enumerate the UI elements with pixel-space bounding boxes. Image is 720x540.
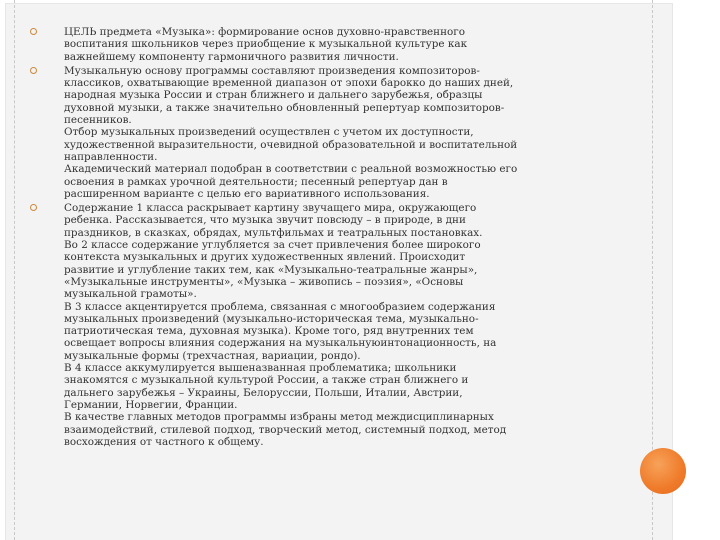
bullet-text-line: восхождения от частного к общему.	[64, 435, 264, 448]
bullet-text-line: музыкальной грамоты».	[64, 288, 197, 301]
bullet-circle-icon	[30, 204, 37, 211]
bullet-text-line: музыкальные формы (трехчастная, вариации, рондо).	[64, 349, 361, 362]
bullet-text-line: Содержание 1 класса раскрывает картину звучащего мира, окружающего	[64, 202, 477, 215]
bullet-text-line: Музыкальную основу программы составляют произведения композиторов-	[64, 64, 480, 77]
bullet-text-line: ребенка. Рассказывается, что музыка звучит повсюду – в природе, в дни	[64, 214, 466, 227]
bullet-item	[30, 65, 590, 200]
bullet-text-line: В 4 классе аккумулируется вышеназванная проблематика; школьники	[64, 362, 457, 375]
decorative-orange-circle	[640, 448, 686, 494]
bullet-text-line: патриотическая тема, духовная музыка). Кроме того, ряд внутренних тем	[64, 325, 474, 338]
bullet-text-line: дальнего зарубежья – Украины, Белоруссии, Польши, Италии, Австрии,	[64, 386, 463, 399]
bullet-text-line: Во 2 классе содержание углубляется за счет привлечения более широкого	[64, 239, 481, 252]
bullet-text-line: народная музыка России и стран ближнего и дальнего зарубежья, образцы	[64, 89, 483, 102]
bullet-text-line: развитие и углубление таких тем, как «Музыкально-театральные жанры»,	[64, 263, 478, 276]
bullet-text-line: Отбор музыкальных произведений осуществлен с учетом их доступности,	[64, 126, 474, 139]
bullet-list	[30, 26, 590, 450]
bullet-text-line: важнейшему компоненту гармоничного развития личности.	[64, 50, 399, 63]
bullet-text-line: музыкальных произведений (музыкально-историческая тема, музыкально-	[64, 312, 479, 325]
bullet-text-line: классиков, охватывающие временной диапазон от эпохи барокко до наших дней,	[64, 77, 514, 90]
bullet-text-line: песенников.	[64, 114, 132, 127]
bullet-text-line: освоения в рамках урочной деятельности; песенный репертуар дан в	[64, 175, 448, 188]
left-dashed-border	[14, 0, 15, 540]
bullet-text-line: ЦЕЛЬ предмета «Музыка»: формирование основ духовно-нравственного	[64, 26, 465, 38]
bullet-item	[30, 26, 590, 63]
bullet-text-line: Академический материал подобран в соответствии с реальной возможностью его	[64, 163, 518, 176]
bullet-circle-icon	[30, 28, 37, 35]
bullet-text-line: воспитания школьников через приобщение к музыкальной культуре как	[64, 38, 468, 51]
bullet-text-line: направленности.	[64, 150, 158, 163]
bullet-text-line: Германии, Норвегии, Франции.	[64, 398, 238, 411]
bullet-text-line: контекста музыкальных и других художественных явлений. Происходит	[64, 251, 466, 264]
bullet-item	[30, 202, 590, 448]
bullet-text-line: В 3 классе акцентируется проблема, связанная с многообразием содержания	[64, 300, 496, 313]
bullet-circle-icon	[30, 67, 37, 74]
bullet-text-line: освещает вопросы влияния содержания на музыкальнуюинтонационность, на	[64, 337, 497, 350]
bullet-text-line: художественной выразительности, очевидной образовательной и воспитательной	[64, 138, 518, 151]
bullet-text-line: В качестве главных методов программы избраны метод междисциплинарных	[64, 411, 494, 424]
bullet-text-line: праздников, в сказках, обрядах, мультфильмах и театральных постановках.	[64, 226, 483, 239]
bullet-text-line: взаимодействий, стилевой подход, творческий метод, системный подход, метод	[64, 423, 507, 436]
bullet-text-line: «Музыкальные инструменты», «Музыка – живопись – поэзия», «Основы	[64, 275, 464, 288]
bullet-text-line: духовной музыки, а также значительно обновленный репертуар композиторов-	[64, 101, 505, 114]
bullet-text-line: знакомятся с музыкальной культурой России, а также стран ближнего и	[64, 374, 469, 387]
bullet-text-line: расширенном варианте с целью его вариативного использования.	[64, 187, 430, 200]
